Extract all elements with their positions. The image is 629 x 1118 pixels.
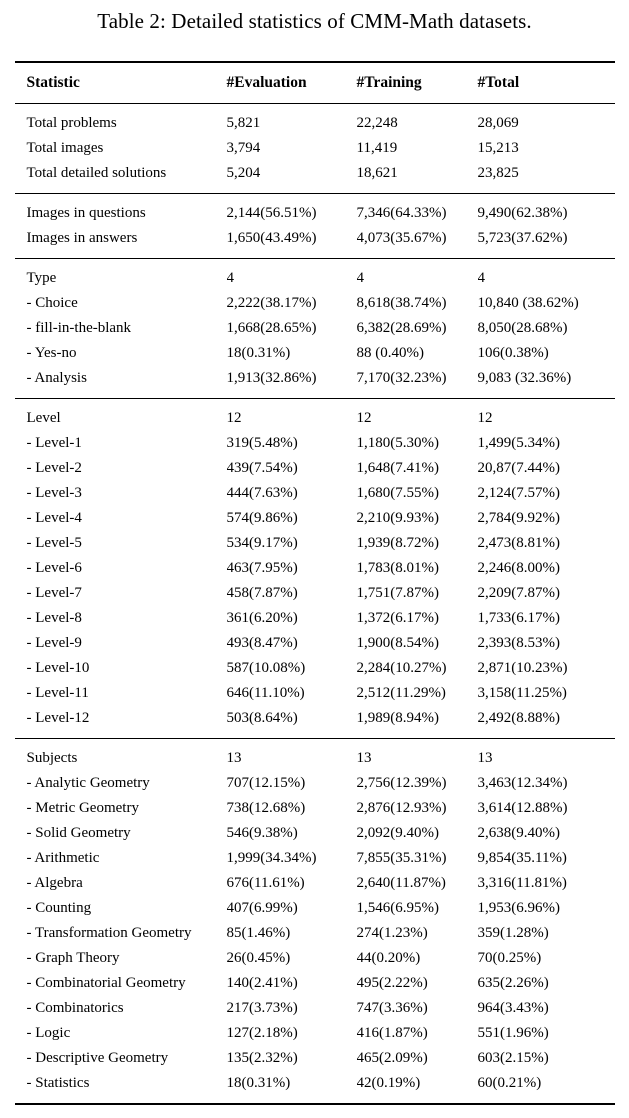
statistic-value: 13 [226, 750, 242, 766]
statistic-value: 1,989(8.94%) [356, 710, 439, 726]
table-row [15, 259, 615, 292]
statistic-value: 1,499(5.34%) [477, 435, 560, 451]
statistic-value: 18(0.31%) [226, 345, 291, 361]
statistic-value: 1,648(7.41%) [356, 460, 439, 476]
table-row [15, 946, 615, 971]
table-row [15, 1021, 615, 1046]
statistic-value: 5,821 [226, 115, 261, 131]
statistic-value: 12 [226, 410, 242, 426]
statistic-label: Images in answers [26, 230, 138, 246]
statistic-value: 2,492(8.88%) [477, 710, 560, 726]
statistic-label: - Combinatorics [26, 1000, 124, 1016]
table-row [15, 971, 615, 996]
statistic-label: - fill-in-the-blank [26, 320, 132, 336]
table-row [15, 631, 615, 656]
statistic-value: 6,382(28.69%) [356, 320, 447, 336]
statistic-value: 1,900(8.54%) [356, 635, 439, 651]
statistic-value: 439(7.54%) [226, 460, 298, 476]
statistic-value: 7,170(32.23%) [356, 370, 447, 386]
statistic-value: 551(1.96%) [477, 1025, 549, 1041]
statistic-value: 2,876(12.93%) [356, 800, 447, 816]
statistic-label: - Level-10 [26, 660, 90, 676]
statistic-label: - Descriptive Geometry [26, 1050, 169, 1066]
table-row [15, 821, 615, 846]
statistic-label: - Transformation Geometry [26, 925, 192, 941]
statistic-value: 140(2.41%) [226, 975, 298, 991]
statistic-value: 546(9.38%) [226, 825, 298, 841]
statistic-label: - Arithmetic [26, 850, 100, 866]
statistic-value: 127(2.18%) [226, 1025, 298, 1041]
statistic-value: 1,180(5.30%) [356, 435, 439, 451]
statistic-value: 361(6.20%) [226, 610, 298, 626]
statistic-value: 407(6.99%) [226, 900, 298, 916]
statistic-label: - Algebra [26, 875, 83, 891]
statistic-value: 2,871(10.23%) [477, 660, 568, 676]
statistic-value: 26(0.45%) [226, 950, 291, 966]
statistic-label: - Statistics [26, 1075, 90, 1091]
statistic-label: - Level-7 [26, 585, 82, 601]
table-row [15, 291, 615, 316]
statistic-value: 217(3.73%) [226, 1000, 298, 1016]
statistic-value: 85(1.46%) [226, 925, 291, 941]
statistic-value: 2,393(8.53%) [477, 635, 560, 651]
statistic-value: 2,284(10.27%) [356, 660, 447, 676]
statistic-value: 44(0.20%) [356, 950, 421, 966]
statistic-label: - Metric Geometry [26, 800, 139, 816]
statistic-value: 2,756(12.39%) [356, 775, 447, 791]
statistic-value: 88 (0.40%) [356, 345, 424, 361]
statistic-label: Images in questions [26, 205, 146, 221]
statistic-value: 106(0.38%) [477, 345, 549, 361]
statistic-value: 503(8.64%) [226, 710, 298, 726]
statistic-value: 23,825 [477, 165, 519, 181]
statistic-value: 458(7.87%) [226, 585, 298, 601]
table-row [15, 531, 615, 556]
statistic-value: 2,784(9.92%) [477, 510, 560, 526]
table-row [15, 606, 615, 631]
statistic-value: 13 [477, 750, 493, 766]
statistic-value: 2,640(11.87%) [356, 875, 446, 891]
statistic-value: 12 [356, 410, 372, 426]
statistic-value: 11,419 [356, 140, 398, 156]
statistic-value: 646(11.10%) [226, 685, 305, 701]
table-row [15, 921, 615, 946]
table-row [15, 656, 615, 681]
statistic-value: 2,512(11.29%) [356, 685, 446, 701]
statistic-label: - Level-11 [26, 685, 89, 701]
statistic-label: - Level-5 [26, 535, 82, 551]
table-row [15, 456, 615, 481]
statistic-value: 534(9.17%) [226, 535, 298, 551]
table-row [15, 796, 615, 821]
column-header: Statistic [15, 62, 227, 104]
statistic-value: 5,723(37.62%) [477, 230, 568, 246]
statistic-value: 135(2.32%) [226, 1050, 298, 1066]
table-row [15, 581, 615, 606]
table-row [15, 1046, 615, 1071]
statistic-value: 1,913(32.86%) [226, 370, 317, 386]
statistic-value: 1,680(7.55%) [356, 485, 439, 501]
table-row [15, 681, 615, 706]
statistic-label: Level [26, 410, 61, 426]
statistic-value: 4,073(35.67%) [356, 230, 447, 246]
statistic-value: 2,473(8.81%) [477, 535, 560, 551]
statistic-value: 18(0.31%) [226, 1075, 291, 1091]
statistic-label: - Solid Geometry [26, 825, 131, 841]
statistic-value: 13 [356, 750, 372, 766]
statistic-label: - Analytic Geometry [26, 775, 150, 791]
statistic-value: 493(8.47%) [226, 635, 298, 651]
statistic-label: - Yes-no [26, 345, 77, 361]
table-row [15, 481, 615, 506]
statistic-value: 42(0.19%) [356, 1075, 421, 1091]
statistic-label: - Level-4 [26, 510, 82, 526]
statistic-value: 274(1.23%) [356, 925, 428, 941]
statistic-label: - Level-12 [26, 710, 90, 726]
statistic-value: 2,209(7.87%) [477, 585, 560, 601]
statistic-label: - Level-2 [26, 460, 82, 476]
table-row [15, 104, 615, 137]
statistic-value: 3,794 [226, 140, 261, 156]
statistic-value: 465(2.09%) [356, 1050, 428, 1066]
statistic-label: - Analysis [26, 370, 87, 386]
statistic-value: 7,346(64.33%) [356, 205, 447, 221]
table-row [15, 706, 615, 739]
statistic-value: 2,638(9.40%) [477, 825, 560, 841]
statistic-value: 2,144(56.51%) [226, 205, 317, 221]
statistic-label: - Level-6 [26, 560, 82, 576]
statistic-value: 8,050(28.68%) [477, 320, 568, 336]
table-row [15, 161, 615, 194]
statistic-value: 2,222(38.17%) [226, 295, 317, 311]
statistic-value: 4 [477, 270, 485, 286]
table-row [15, 226, 615, 259]
table-row [15, 316, 615, 341]
statistic-value: 1,650(43.49%) [226, 230, 317, 246]
table-header-row [15, 62, 615, 104]
statistic-label: - Level-1 [26, 435, 82, 451]
table-row [15, 771, 615, 796]
statistic-value: 70(0.25%) [477, 950, 542, 966]
statistic-label: - Graph Theory [26, 950, 120, 966]
statistic-label: Total images [26, 140, 104, 156]
statistic-value: 5,204 [226, 165, 261, 181]
statistic-value: 574(9.86%) [226, 510, 298, 526]
table-row [15, 431, 615, 456]
statistic-value: 707(12.15%) [226, 775, 306, 791]
statistic-label: Total problems [26, 115, 117, 131]
statistic-label: - Level-3 [26, 485, 82, 501]
column-header: #Evaluation [227, 62, 357, 104]
statistic-value: 3,463(12.34%) [477, 775, 568, 791]
statistic-value: 18,621 [356, 165, 398, 181]
statistic-value: 15,213 [477, 140, 519, 156]
statistic-label: - Combinatorial Geometry [26, 975, 186, 991]
table-row [15, 194, 615, 227]
statistic-value: 676(11.61%) [226, 875, 305, 891]
statistic-value: 9,083 (32.36%) [477, 370, 572, 386]
statistic-value: 1,372(6.17%) [356, 610, 439, 626]
statistic-value: 444(7.63%) [226, 485, 298, 501]
statistic-value: 4 [226, 270, 234, 286]
statistic-value: 319(5.48%) [226, 435, 298, 451]
statistic-value: 12 [477, 410, 493, 426]
table-row [15, 996, 615, 1021]
statistic-value: 2,124(7.57%) [477, 485, 560, 501]
statistic-value: 3,158(11.25%) [477, 685, 567, 701]
table-row [15, 341, 615, 366]
statistics-table [15, 61, 615, 1105]
table-section [15, 194, 615, 259]
statistic-value: 603(2.15%) [477, 1050, 549, 1066]
statistic-value: 1,751(7.87%) [356, 585, 439, 601]
statistic-label: Total detailed solutions [26, 165, 167, 181]
table-row [15, 399, 615, 432]
table-caption: Table 2: Detailed statistics of CMM-Math datasets. [97, 9, 532, 33]
statistic-label: - Counting [26, 900, 92, 916]
statistic-value: 1,783(8.01%) [356, 560, 439, 576]
table-section [15, 104, 615, 194]
statistic-value: 3,614(12.88%) [477, 800, 568, 816]
statistic-label: - Logic [26, 1025, 71, 1041]
statistic-value: 9,854(35.11%) [477, 850, 567, 866]
table-row [15, 366, 615, 399]
statistic-value: 416(1.87%) [356, 1025, 428, 1041]
statistic-value: 1,953(6.96%) [477, 900, 560, 916]
statistic-value: 4 [356, 270, 364, 286]
statistic-label: Subjects [26, 750, 78, 766]
statistic-value: 359(1.28%) [477, 925, 549, 941]
statistic-label: - Choice [26, 295, 78, 311]
statistic-value: 463(7.95%) [226, 560, 298, 576]
table-row [15, 506, 615, 531]
statistic-value: 3,316(11.81%) [477, 875, 567, 891]
statistic-value: 2,246(8.00%) [477, 560, 560, 576]
table-row [15, 846, 615, 871]
statistic-value: 587(10.08%) [226, 660, 306, 676]
statistic-value: 10,840 (38.62%) [477, 295, 579, 311]
table-row [15, 136, 615, 161]
statistic-value: 738(12.68%) [226, 800, 306, 816]
statistic-value: 8,618(38.74%) [356, 295, 447, 311]
statistic-value: 7,855(35.31%) [356, 850, 447, 866]
table-header [15, 62, 615, 104]
statistic-value: 20,87(7.44%) [477, 460, 560, 476]
table-section [15, 399, 615, 739]
statistic-value: 2,092(9.40%) [356, 825, 439, 841]
statistic-value: 2,210(9.93%) [356, 510, 439, 526]
statistic-label: - Level-8 [26, 610, 82, 626]
column-header: #Training [357, 62, 478, 104]
statistic-value: 747(3.36%) [356, 1000, 428, 1016]
statistic-value: 1,999(34.34%) [226, 850, 317, 866]
statistic-label: Type [26, 270, 57, 286]
statistic-label: - Level-9 [26, 635, 82, 651]
table-row [15, 556, 615, 581]
statistic-value: 635(2.26%) [477, 975, 549, 991]
statistic-value: 1,939(8.72%) [356, 535, 439, 551]
table-row [15, 739, 615, 772]
statistic-value: 28,069 [477, 115, 519, 131]
table-row [15, 896, 615, 921]
statistic-value: 1,546(6.95%) [356, 900, 439, 916]
table-row [15, 871, 615, 896]
table-section [15, 739, 615, 1105]
table-section [15, 259, 615, 399]
statistic-value: 22,248 [356, 115, 398, 131]
statistic-value: 1,733(6.17%) [477, 610, 560, 626]
statistic-value: 9,490(62.38%) [477, 205, 568, 221]
statistic-value: 1,668(28.65%) [226, 320, 317, 336]
column-header: #Total [478, 62, 615, 104]
statistic-value: 60(0.21%) [477, 1075, 542, 1091]
statistic-value: 495(2.22%) [356, 975, 428, 991]
statistic-value: 964(3.43%) [477, 1000, 549, 1016]
table-row [15, 1071, 615, 1104]
